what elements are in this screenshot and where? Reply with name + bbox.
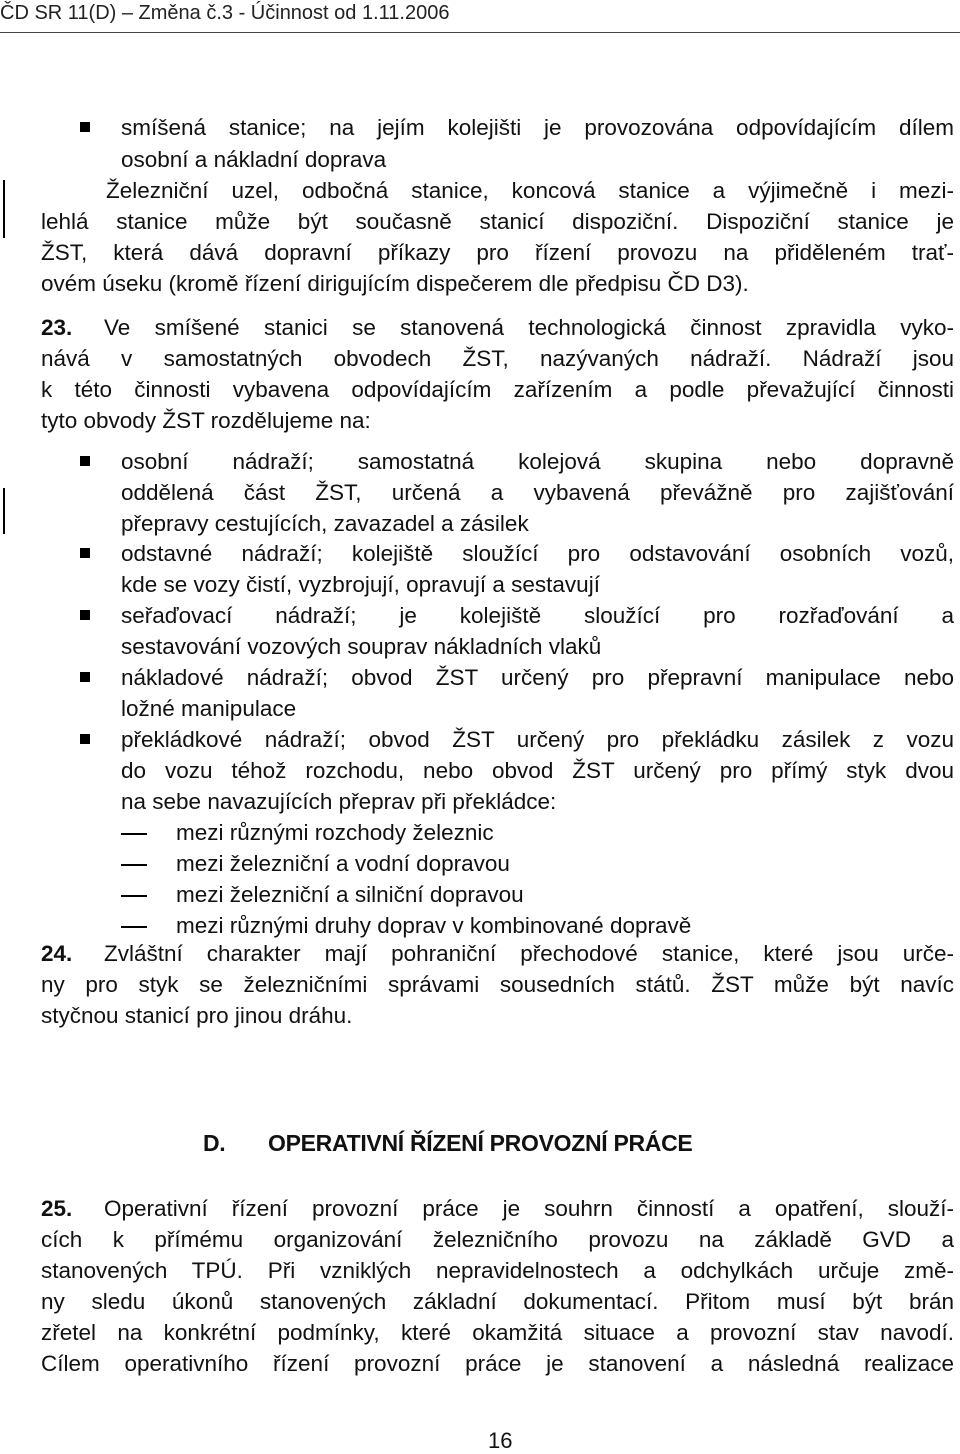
- paragraph-line: cích k přímému organizování železničního provozu na základě GVD a: [41, 1227, 954, 1252]
- dash-marker: [121, 864, 147, 866]
- dash-item: mezi různými druhy doprav v kombinované dopravě: [176, 913, 692, 938]
- paragraph-line: lehlá stanice může být současně stanicí dispoziční. Dispoziční stanice je: [41, 209, 954, 234]
- bullet-text-line: ložné manipulace: [121, 696, 297, 721]
- paragraph-line: ŽST, která dává dopravní příkazy pro řízení provozu na přiděleném trať-: [41, 240, 954, 265]
- paragraph-line: Ve smíšené stanici se stanovená technologická činnost zpravidla vyko-: [104, 315, 954, 340]
- dash-item: mezi železniční a vodní dopravou: [176, 851, 510, 876]
- paragraph-line: Cílem operativního řízení provozní práce je stanovení a následná realizace: [41, 1351, 954, 1376]
- bullet-text-line: přepravy cestujících, zavazadel a zásilek: [121, 511, 529, 536]
- paragraph-line: zřetel na konkrétní podmínky, které okamžitá situace a provozní stav navodí.: [41, 1320, 954, 1345]
- bullet-text-line: na sebe navazujících přeprav při překládce:: [121, 789, 557, 814]
- bullet-marker: [80, 456, 90, 466]
- paragraph-number: 25.: [41, 1196, 73, 1221]
- section-letter: D.: [203, 1130, 226, 1156]
- paragraph-line: nává v samostatných obvodech ŽST, nazývaných nádraží. Nádraží jsou: [41, 346, 954, 371]
- paragraph-line: ny sledu úkonů stanovených základní dokumentací. Přitom musí být brán: [41, 1289, 954, 1314]
- bullet-text-line: nákladové nádraží; obvod ŽST určený pro přepravní manipulace nebo: [121, 665, 954, 690]
- revision-bar: [3, 488, 5, 534]
- bullet-text-line: seřaďovací nádraží; je kolejiště sloužící pro rozřaďování a: [121, 603, 954, 628]
- dash-marker: [121, 926, 147, 928]
- paragraph-line: stanovených TPÚ. Při vzniklých nepravidelnostech a odchylkách určuje změ-: [41, 1258, 954, 1283]
- section-title: OPERATIVNÍ ŘÍZENÍ PROVOZNÍ PRÁCE: [268, 1130, 693, 1156]
- bullet-text-line: překládkové nádraží; obvod ŽST určený pro překládku zásilek z vozu: [121, 727, 954, 752]
- paragraph-line: k této činnosti vybavena odpovídajícím zařízením a podle převažující činnosti: [41, 377, 954, 402]
- bullet-text-line: sestavování vozových souprav nákladních vlaků: [121, 634, 602, 659]
- dash-marker: [121, 895, 147, 897]
- bullet-text-line: do vozu téhož rozchodu, nebo obvod ŽST určený pro přímý styk dvou: [121, 758, 954, 783]
- paragraph-line: ny pro styk se železničními správami sousedních států. ŽST může být navíc: [41, 972, 954, 997]
- paragraph-line: Operativní řízení provozní práce je souhrn činností a opatření, slouží-: [104, 1196, 954, 1221]
- bullet-text-line: osobní nádraží; samostatná kolejová skupina nebo dopravně: [121, 449, 954, 474]
- dash-item: mezi různými rozchody železnic: [176, 820, 494, 845]
- bullet-marker: [80, 122, 90, 132]
- dash-item: mezi železniční a silniční dopravou: [176, 882, 524, 907]
- bullet-marker: [80, 734, 90, 744]
- paragraph-line: styčnou stanicí pro jinou dráhu.: [41, 1003, 353, 1028]
- bullet-text-line: osobní a nákladní doprava: [121, 147, 387, 172]
- paragraph-line: ovém úseku (kromě řízení dirigujícím dispečerem dle předpisu ČD D3).: [41, 271, 749, 296]
- paragraph-number: 24.: [41, 941, 73, 966]
- paragraph-line: Železniční uzel, odbočná stanice, koncová stanice a výjimečně i mezi-: [106, 178, 954, 203]
- paragraph-line: tyto obvody ŽST rozdělujeme na:: [41, 408, 371, 433]
- header-rule: [0, 32, 960, 33]
- bullet-text-line: odstavné nádraží; kolejiště sloužící pro odstavování osobních vozů,: [121, 541, 954, 566]
- bullet-marker: [80, 672, 90, 682]
- bullet-marker: [80, 610, 90, 620]
- bullet-marker: [80, 548, 90, 558]
- page-header: ČD SR 11(D) – Změna č.3 - Účinnost od 1.11.2006: [0, 2, 450, 24]
- bullet-text-line: oddělená část ŽST, určená a vybavená převážně pro zajišťování: [121, 480, 954, 505]
- bullet-text-line: smíšená stanice; na jejím kolejišti je provozována odpovídajícím dílem: [121, 115, 954, 140]
- dash-marker: [121, 833, 147, 835]
- revision-bar: [3, 180, 5, 238]
- paragraph-line: Zvláštní charakter mají pohraniční přechodové stanice, které jsou urče-: [104, 941, 954, 966]
- paragraph-number: 23.: [41, 315, 73, 340]
- bullet-text-line: kde se vozy čistí, vyzbrojují, opravují a sestavují: [121, 572, 600, 597]
- page-number: 16: [488, 1428, 513, 1453]
